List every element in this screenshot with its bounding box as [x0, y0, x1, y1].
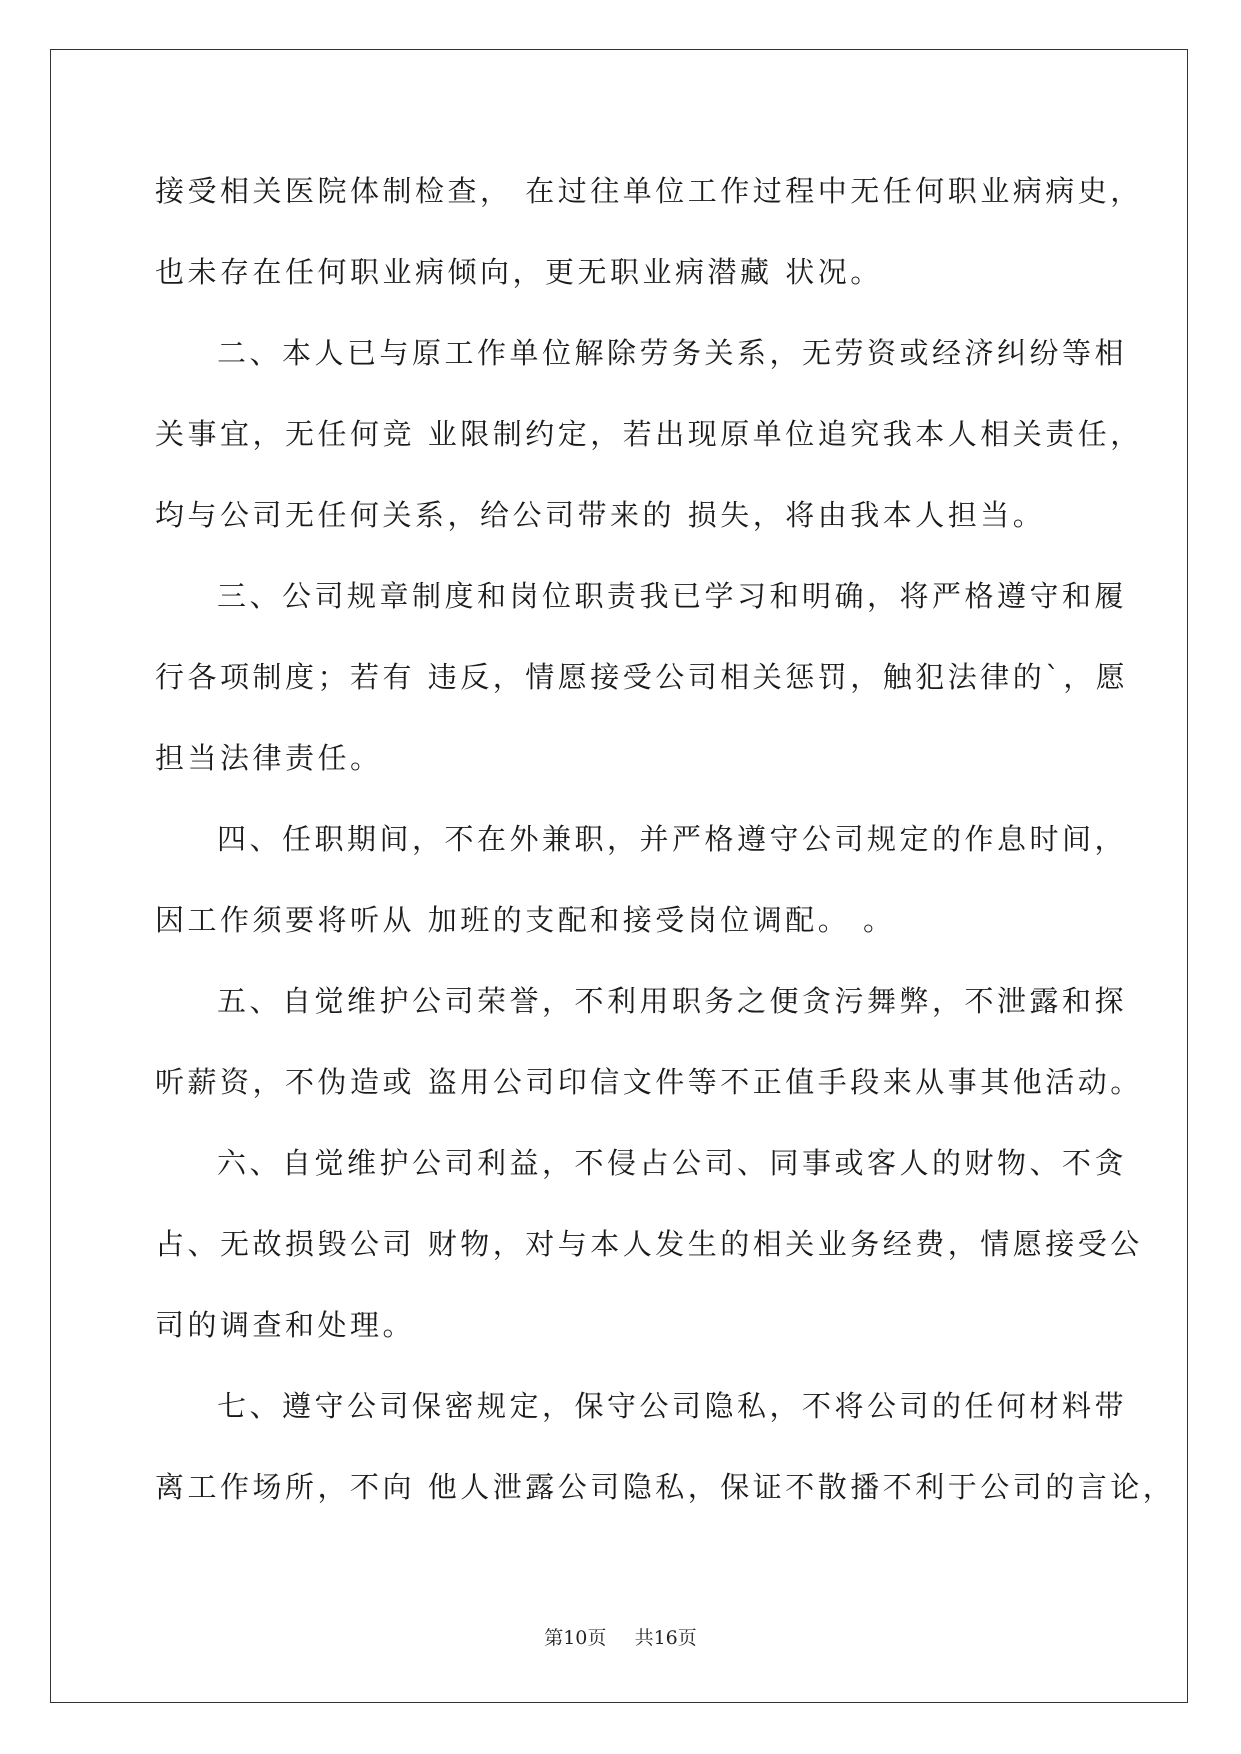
page-total: 共16页	[634, 1627, 697, 1649]
text-line: 司的调查和处理。	[155, 1308, 416, 1342]
text-line: 二、本人已与原工作单位解除劳务关系，无劳资或经济纠纷等相	[217, 336, 1128, 370]
text-line: 均与公司无任何关系，给公司带来的 损失，将由我本人担当。	[155, 498, 1046, 532]
text-line: 行各项制度；若有 违反，情愿接受公司相关惩罚，触犯法律的`，愿	[155, 660, 1129, 694]
page-number: 第10页	[544, 1627, 607, 1649]
page-footer	[0, 1623, 1241, 1650]
text-line: 六、自觉维护公司利益，不侵占公司、同事或客人的财物、不贪	[217, 1146, 1128, 1180]
text-line: 因工作须要将听从 加班的支配和接受岗位调配。 。	[155, 903, 896, 937]
text-line: 担当法律责任。	[155, 741, 383, 775]
text-line: 七、遵守公司保密规定，保守公司隐私，不将公司的任何材料带	[217, 1389, 1128, 1423]
text-line: 接受相关医院体制检查， 在过往单位工作过程中无任何职业病病史，	[155, 174, 1143, 208]
text-line: 关事宜，无任何竞 业限制约定，若出现原单位追究我本人相关责任，	[155, 417, 1143, 451]
text-line: 听薪资，不伪造或 盗用公司印信文件等不正值手段来从事其他活动。	[155, 1065, 1143, 1099]
document-body	[155, 160, 1176, 1537]
text-line: 五、自觉维护公司荣誉，不利用职务之便贪污舞弊，不泄露和探	[217, 984, 1128, 1018]
text-line: 离工作场所，不向 他人泄露公司隐私，保证不散播不利于公司的言论，	[155, 1470, 1176, 1504]
text-line: 三、公司规章制度和岗位职责我已学习和明确，将严格遵守和履	[217, 579, 1128, 613]
text-line: 四、任职期间，不在外兼职，并严格遵守公司规定的作息时间，	[217, 822, 1128, 856]
text-line: 占、无故损毁公司 财物，对与本人发生的相关业务经费，情愿接受公	[155, 1227, 1143, 1261]
text-line: 也未存在任何职业病倾向，更无职业病潜藏 状况。	[155, 255, 883, 289]
